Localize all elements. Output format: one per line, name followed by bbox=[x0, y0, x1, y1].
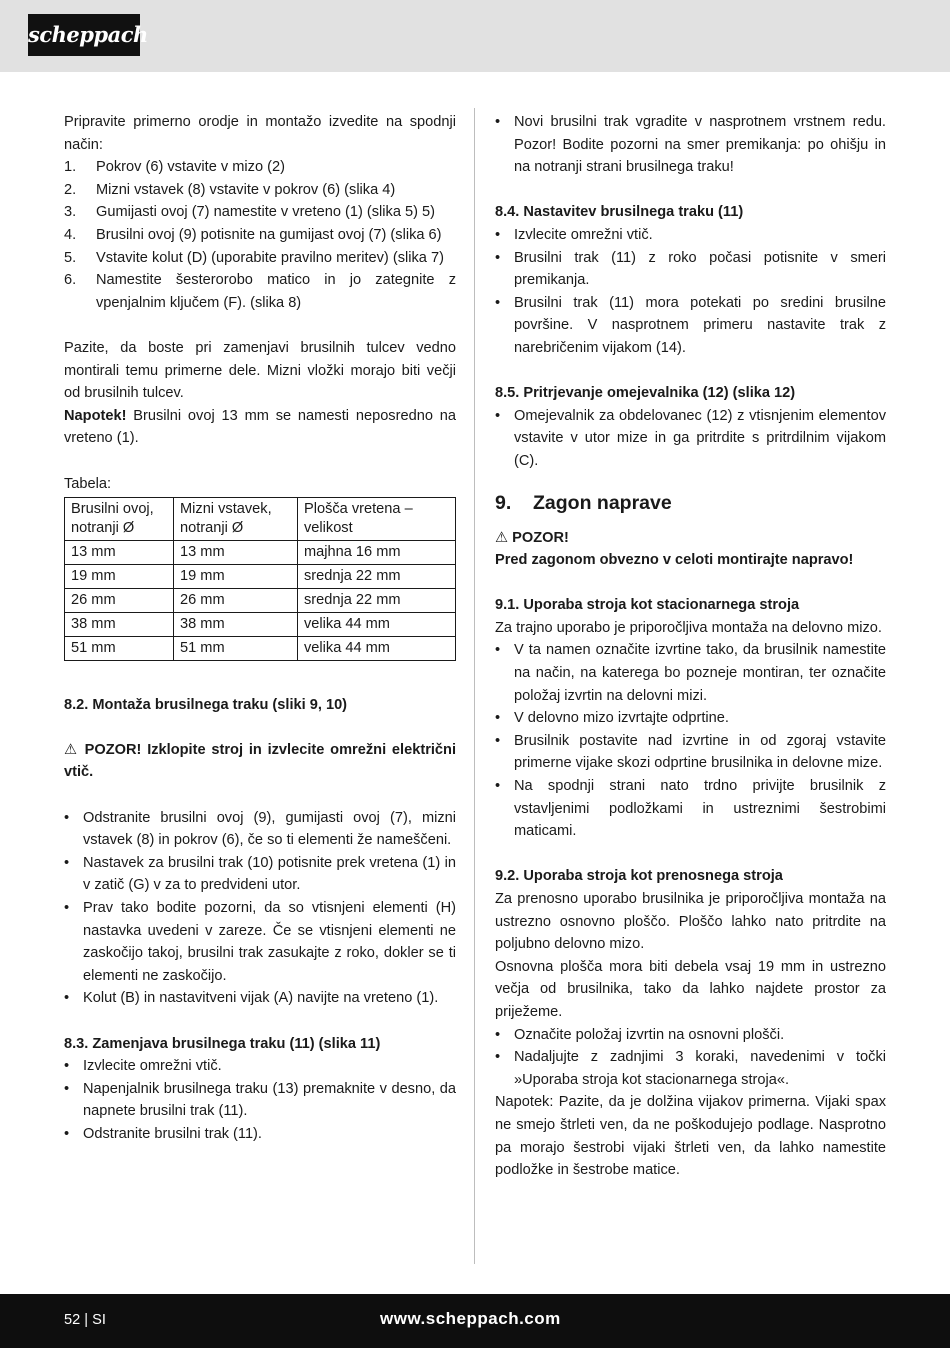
table-cell: 51 mm bbox=[174, 637, 298, 661]
right-column bbox=[495, 111, 886, 1182]
step-item bbox=[64, 269, 456, 314]
list-item-text: Omejevalnik za obdelovanec (12) z vtisnjenim elementov vstavite v utor mize in ga pritrdite s pritrdilnim vijakom (C). bbox=[514, 407, 886, 469]
section-heading-8-4: 8.4. Nastavitev brusilnega traku (11) bbox=[495, 204, 744, 221]
step-item bbox=[64, 224, 456, 247]
section-heading-8-3: 8.3. Zamenjava brusilnega traku (11) (slika 11) bbox=[64, 1035, 381, 1052]
list-item-text: Odstranite brusilni trak (11). bbox=[83, 1125, 262, 1142]
list-item-text: Izvlecite omrežni vtič. bbox=[83, 1058, 222, 1075]
step-text: Namestite šesterorobo matico in jo zategnite z vpenjalnim ključem (F). (slika 8) bbox=[96, 272, 456, 311]
table-cell: 26 mm bbox=[65, 589, 174, 613]
warning-title bbox=[495, 527, 886, 550]
list-item: • V ta namen označite izvrtine tako, da brusilnik namestite na način, na katerega bo pozneje montiran, ter označite položaj izvrtin na delovni mizi. bbox=[495, 642, 886, 704]
list-item-text: Napenjalnik brusilnega traku (13) premaknite v desno, da napnete brusilni trak (11). bbox=[83, 1080, 456, 1120]
step-item bbox=[64, 156, 456, 179]
portable-paragraph-1: Za prenosno uporabo brusilnika je priporočljiva montaža na ustrezno osnovno ploščo. Ploščo lahko nato pritrdite na poljubno delovno mizo. bbox=[495, 891, 886, 953]
chapter-heading-9 bbox=[495, 489, 886, 517]
table-label: Tabela: bbox=[64, 475, 112, 492]
note-paragraph bbox=[64, 405, 456, 450]
list-item: • Brusilni trak (11) mora potekati po sredini brusilne površine. V nasprotnem primeru nastavite trak z narebričenim vijakom (14). bbox=[495, 294, 886, 356]
page-number: 52 | SI bbox=[64, 1312, 106, 1328]
list-item-text: Označite položaj izvrtin na osnovni plošči. bbox=[514, 1026, 785, 1043]
table-cell: srednja 22 mm bbox=[298, 565, 456, 589]
stationary-bullets bbox=[495, 639, 886, 842]
step-text: Brusilni ovoj (9) potisnite na gumijast ovoj (7) (slika 6) bbox=[96, 226, 442, 243]
step-text: Gumijasti ovoj (7) namestite v vreteno (1) (slika 5) 5) bbox=[96, 204, 436, 221]
list-item: • Odstranite brusilni ovoj (9), gumijasti ovoj (7), mizni vstavek (8) in pokrov (6), če so ti elementi že nameščeni. bbox=[64, 809, 456, 849]
section-heading-9-1: 9.1. Uporaba stroja kot stacionarnega stroja bbox=[495, 597, 800, 614]
list-item: • Na spodnji strani nato trdno privijte brusilnik z vstavljenimi podložkami in ustreznimi šestrobimi maticami. bbox=[495, 778, 886, 840]
step-text: Mizni vstavek (8) vstavite v pokrov (6) (slika 4) bbox=[96, 181, 396, 198]
adjustment-bullets bbox=[495, 224, 886, 360]
list-item-text: Brusilni trak (11) mora potekati po sredini brusilne površine. V nasprotnem primeru nastavite trak z narebričenim vijakom (14). bbox=[514, 294, 886, 356]
step-text: Pokrov (6) vstavite v mizo (2) bbox=[96, 159, 285, 176]
table-row bbox=[65, 589, 456, 613]
list-item-text: Nastavek za brusilni trak (10) potisnite prek vretena (1) in v zatič (G) v za to predvideni utor. bbox=[83, 854, 456, 894]
list-item: • Prav tako bodite pozorni, da so vtisnjeni elementi (H) nastavka uvedeni v zareze. Če se vtisnjeni elementi ne zaskočijo takoj, brusilni trak zasukajte z roko, dokler se ti elementi ne zaskočijo. bbox=[64, 900, 456, 984]
table-cell: 26 mm bbox=[174, 589, 298, 613]
intro-paragraph: Pripravite primerno orodje in montažo izvedite na spodnji način: bbox=[64, 114, 456, 153]
left-column bbox=[64, 111, 456, 1146]
tubes-paragraph: Pazite, da boste pri zamenjavi brusilnih tulcev vedno montirali temu primerne dele. Mizni vložki morajo biti večji od brusilnih tulcev. bbox=[64, 339, 456, 402]
list-item: • Brusilni trak (11) z roko počasi potisnite v smeri premikanja. bbox=[495, 249, 886, 289]
step-number: 4. bbox=[64, 226, 77, 243]
chapter-number: 9. bbox=[495, 491, 512, 514]
portable-paragraph-2: Osnovna plošča mora biti debela vsaj 19 mm in ustrezno večja od brusilnika, tako da lahko najdete prostor za priježeme. bbox=[495, 958, 886, 1020]
table-cell: 19 mm bbox=[65, 565, 174, 589]
list-item-text: V delovno mizo izvrtajte odprtine. bbox=[514, 710, 729, 727]
warning-icon: ⚠ bbox=[64, 741, 79, 758]
list-item: • Kolut (B) in nastavitveni vijak (A) navijte na vreteno (1). bbox=[64, 990, 439, 1007]
warning-text: POZOR! Izklopite stroj in izvlecite omrežni električni vtič. bbox=[64, 741, 457, 781]
table-header-cell: Plošča vretena – velikost bbox=[298, 498, 456, 541]
step-text: Vstavite kolut (D) (uporabite pravilno meritev) (slika 7) bbox=[96, 249, 444, 266]
portable-bullets bbox=[495, 1024, 886, 1092]
column-divider bbox=[474, 108, 475, 1264]
footer-band bbox=[0, 1294, 950, 1348]
table-cell: majhna 16 mm bbox=[298, 541, 456, 565]
table-row bbox=[65, 565, 456, 589]
list-item: • Novi brusilni trak vgradite v nasprotnem vrstnem redu. Pozor! Bodite pozorni na smer premikanja: po ohišju in na notranji strani brusilnega traku! bbox=[495, 114, 886, 176]
list-item-text: Prav tako bodite pozorni, da so vtisnjeni elementi (H) nastavka uvedeni v zareze. Če se vtisnjeni elementi ne zaskočijo takoj, brusilni trak zasukajte z roko, dokler se ti elementi ne zaskočijo. bbox=[83, 900, 456, 984]
table-header-row bbox=[65, 498, 456, 541]
list-item: • Brusilnik postavite nad izvrtine in od zgoraj vstavite primerne vijake skozi odprtine brusilnika in delovne mize. bbox=[495, 732, 886, 772]
table-cell: 13 mm bbox=[65, 541, 174, 565]
warning-text: Pred zagonom obvezno v celoti montirajte napravo! bbox=[495, 552, 854, 569]
list-item: • Označite položaj izvrtin na osnovni plošči. bbox=[495, 1026, 785, 1043]
header-band bbox=[0, 0, 950, 72]
table-row bbox=[65, 541, 456, 565]
list-item: • Nastavek za brusilni trak (10) potisnite prek vretena (1) in v zatič (G) v za to predvideni utor. bbox=[64, 854, 456, 894]
mounting-bullets bbox=[64, 807, 456, 1010]
list-item: • Napenjalnik brusilnega traku (13) premaknite v desno, da napnete brusilni trak (11). bbox=[64, 1080, 456, 1120]
step-number: 3. bbox=[64, 204, 77, 221]
table-cell: 38 mm bbox=[65, 613, 174, 637]
stop-bullets bbox=[495, 405, 886, 473]
list-item: • Odstranite brusilni trak (11). bbox=[64, 1125, 262, 1142]
list-item-text: Na spodnji strani nato trdno privijte brusilnik z vstavljenimi podložkami in ustreznimi šestrobimi maticami. bbox=[514, 778, 886, 840]
table-cell: velika 44 mm bbox=[298, 613, 456, 637]
list-item: • Omejevalnik za obdelovanec (12) z vtisnjenim elementov vstavite v utor mize in ga pritrdite s pritrdilnim vijakom (C). bbox=[495, 407, 886, 469]
list-item-text: Kolut (B) in nastavitveni vijak (A) navijte na vreteno (1). bbox=[83, 990, 439, 1007]
chapter-title: Zagon naprave bbox=[533, 491, 672, 514]
portable-note: Napotek: Pazite, da je dolžina vijakov primerna. Vijaki spax ne smejo štrleti ven, da ne poškodujejo podlage. Nasprotno pa morajo šestrobi vijaki štrleti ven, da lahko namestite podložke in šestrobe matice. bbox=[495, 1094, 886, 1179]
warning-icon: ⚠ bbox=[495, 529, 509, 546]
replacement-bullets bbox=[64, 1055, 456, 1145]
table-cell: srednja 22 mm bbox=[298, 589, 456, 613]
table-cell: velika 44 mm bbox=[298, 637, 456, 661]
warning-title-text: POZOR! bbox=[512, 529, 569, 546]
step-item bbox=[64, 179, 456, 202]
table-row bbox=[65, 613, 456, 637]
list-item: • Izvlecite omrežni vtič. bbox=[64, 1058, 222, 1075]
list-item-text: Nadaljujte z zadnjimi 3 koraki, navedenimi v točki »Uporaba stroja kot stacionarnega stroja«. bbox=[514, 1049, 886, 1088]
step-number: 5. bbox=[64, 249, 77, 266]
table-cell: 51 mm bbox=[65, 637, 174, 661]
list-item-text: Izvlecite omrežni vtič. bbox=[514, 226, 653, 243]
table-cell: 38 mm bbox=[174, 613, 298, 637]
list-item-text: V ta namen označite izvrtine tako, da brusilnik namestite na način, na katerega bo pozneje montiran, ter označite položaj izvrtin na delovni mizi. bbox=[514, 642, 886, 704]
warning-8-2 bbox=[64, 739, 456, 784]
list-item: • V delovno mizo izvrtajte odprtine. bbox=[495, 710, 729, 727]
list-item-text: Novi brusilni trak vgradite v nasprotnem vrstnem redu. Pozor! Bodite pozorni na smer premikanja: po ohišju in na notranji strani brusilnega traku! bbox=[514, 114, 886, 176]
size-table bbox=[64, 497, 456, 661]
note-label: Napotek! bbox=[64, 407, 127, 424]
list-item: • Izvlecite omrežni vtič. bbox=[495, 226, 653, 243]
website-link[interactable]: www.scheppach.com bbox=[380, 1309, 561, 1328]
step-number: 1. bbox=[64, 159, 77, 176]
note-text: Brusilni ovoj 13 mm se namesti neposredno na vreteno (1). bbox=[64, 407, 456, 447]
list-item-text: Brusilni trak (11) z roko počasi potisnite v smeri premikanja. bbox=[514, 249, 886, 289]
step-number: 6. bbox=[64, 272, 77, 289]
section-heading-8-5: 8.5. Pritrjevanje omejevalnika (12) (slika 12) bbox=[495, 385, 796, 402]
stationary-intro: Za trajno uporabo je priporočljiva montaža na delovno mizo. bbox=[495, 619, 882, 636]
replacement-continued-bullets bbox=[495, 111, 886, 179]
scheppach-logo: scheppach bbox=[28, 14, 140, 56]
assembly-steps bbox=[64, 156, 456, 314]
table-cell: 13 mm bbox=[174, 541, 298, 565]
table-header-cell: Mizni vstavek, notranji Ø bbox=[174, 498, 298, 541]
list-item-text: Brusilnik postavite nad izvrtine in od zgoraj vstavite primerne vijake skozi odprtine brusilnika in delovne mize. bbox=[514, 732, 886, 772]
step-item bbox=[64, 201, 456, 224]
section-heading-8-2: 8.2. Montaža brusilnega traku (sliki 9, 10) bbox=[64, 696, 348, 713]
list-item: • Nadaljujte z zadnjimi 3 koraki, navedenimi v točki »Uporaba stroja kot stacionarnega stroja«. bbox=[495, 1049, 886, 1088]
list-item-text: Odstranite brusilni ovoj (9), gumijasti ovoj (7), mizni vstavek (8) in pokrov (6), če so ti elementi že nameščeni. bbox=[83, 809, 456, 849]
table-cell: 19 mm bbox=[174, 565, 298, 589]
table-row bbox=[65, 637, 456, 661]
table-header-cell: Brusilni ovoj, notranji Ø bbox=[65, 498, 174, 541]
section-heading-9-2: 9.2. Uporaba stroja kot prenosnega stroja bbox=[495, 868, 783, 885]
step-number: 2. bbox=[64, 181, 77, 198]
step-item bbox=[64, 247, 456, 270]
